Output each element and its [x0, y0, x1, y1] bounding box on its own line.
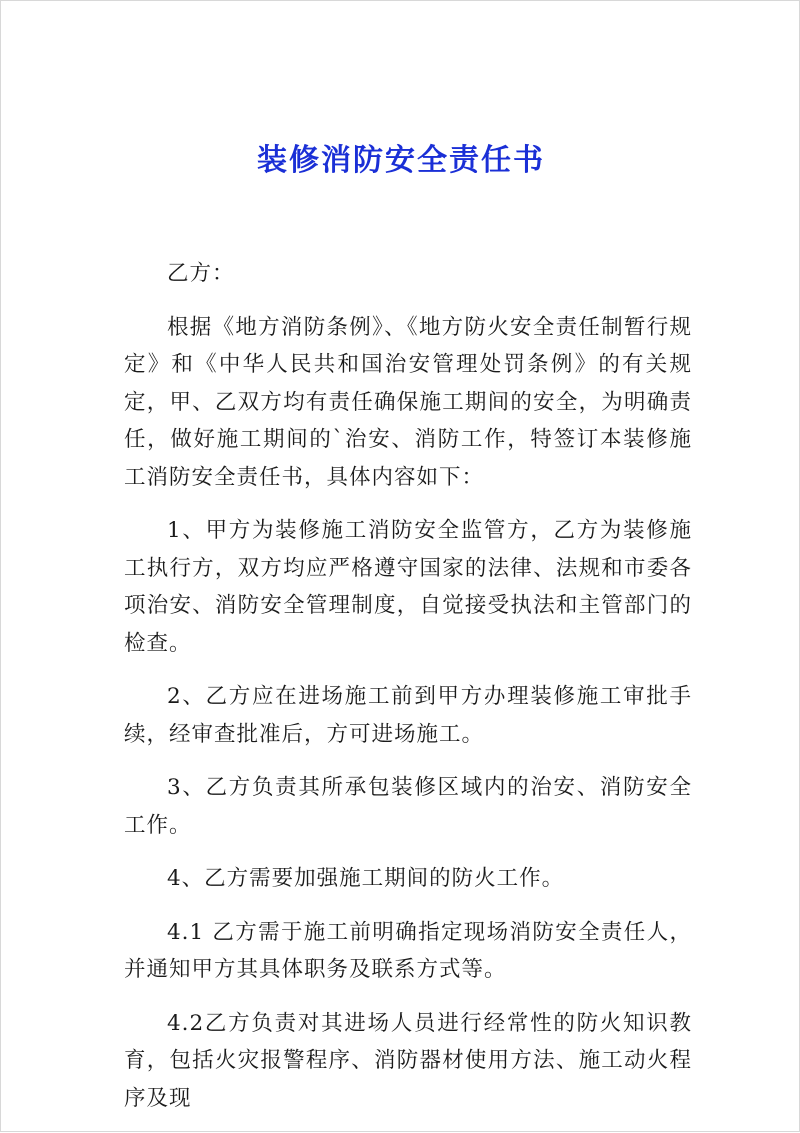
- document-title: 装修消防安全责任书: [257, 143, 545, 178]
- paragraph-clause-4: 4、乙方需要加强施工期间的防火工作。: [167, 866, 565, 891]
- paragraph-clause-3: 3、乙方负责其所承包装修区域内的治安、消防安全工作。: [124, 775, 692, 838]
- paragraph-clause-4-2: 4.2乙方负责对其进场人员进行经常性的防火知识教育，包括火灾报警程序、消防器材使用方法、施工动火程序及现: [124, 1010, 692, 1111]
- paragraph-party-b: 乙方：: [167, 261, 235, 286]
- paragraph-clause-1: 1、甲方为装修施工消防安全监管方，乙方为装修施工执行方，双方均应严格遵守国家的法律、法规和市委各项治安、消防安全管理制度，自觉接受执法和主管部门的检查。: [124, 518, 692, 656]
- paragraph-clause-4-1: 4.1 乙方需于施工前明确指定现场消防安全责任人，并通知甲方其具体职务及联系方式等。: [124, 919, 692, 982]
- document-body: [124, 255, 692, 1133]
- paragraph-intro: 根据《地方消防条例》、《地方防火安全责任制暂行规定》和《中华人民共和国治安管理处罚条例》的有关规定，甲、乙双方均有责任确保施工期间的安全，为明确责任，做好施工期间的`治安、消防工作，特签订本装修施工消防安全责任书，具体内容如下：: [124, 314, 692, 490]
- paragraph-clause-2: 2、乙方应在进场施工前到甲方办理装修施工审批手续，经审查批准后，方可进场施工。: [124, 684, 692, 747]
